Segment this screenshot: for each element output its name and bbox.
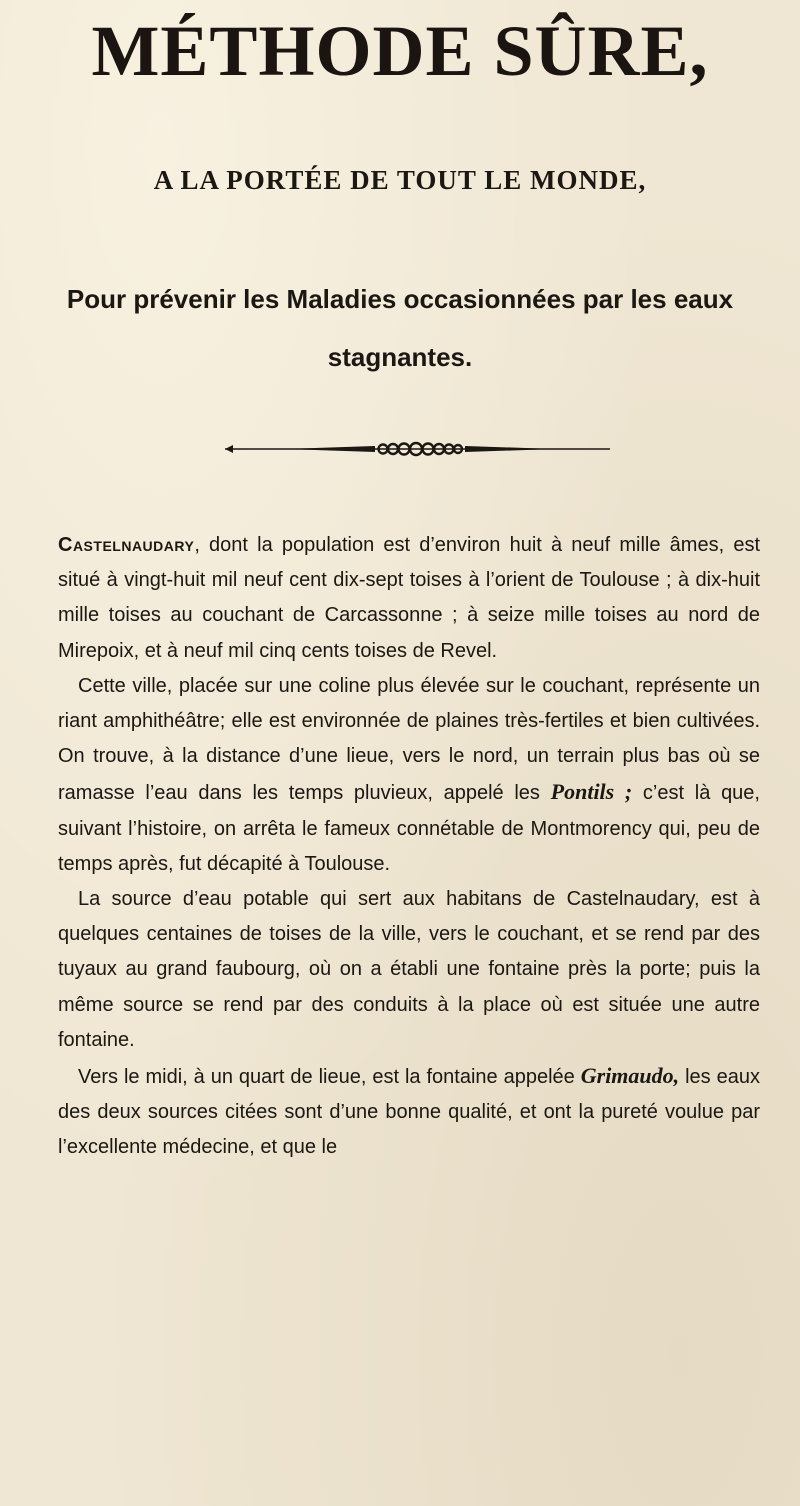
page-subtitle: A LA PORTÉE DE TOUT LE MONDE, — [153, 165, 647, 195]
paragraph-1 — [58, 528, 760, 669]
paragraph-4 — [58, 1058, 760, 1166]
page-title: MÉTHODE SÛRE, — [91, 11, 709, 91]
paragraph-3-text: La source d’eau potable qui sert aux habitans de Castelnaudary, est à quelques centaines de toises de la ville, vers le couchant, et se rend par des tuyaux au grand faubourg, où on a établi une fontaine près la porte; puis la même source se rend par des conduits à la place où est située une autre fontaine. — [58, 888, 760, 1051]
purpose-heading — [0, 270, 800, 386]
body-text — [58, 528, 760, 1166]
paragraph-2-italic: Pontils ; — [550, 779, 633, 805]
purpose-line-1: Pour prévenir les Maladies occasionnées par les eaux — [66, 284, 734, 314]
paragraph-4-text-b: les eaux des deux sources citées sont d’une bonne qualité, et ont la pureté voulue par l’excellente médecine, et que le — [58, 1066, 760, 1159]
paragraph-2-text-a: Cette ville, placée sur une coline plus élevée sur le couchant, représente un riant amphithéâtre; elle est environnée de plaines très-fertiles et bien cultivées. On trouve, à la distance d’une lieue, vers le nord, un terrain plus bas où se ramasse l’eau dans les temps pluvieux, appelé les — [58, 674, 760, 805]
purpose-line-2: stagnantes. — [327, 342, 473, 372]
ornament-divider — [225, 440, 610, 458]
paragraph-2-text-b: c’est là que, suivant l’histoire, on arrêta le fameux connétable de Montmorency qui, peu de temps après, fut décapité à Toulouse. — [58, 782, 760, 875]
paragraph-2 — [58, 669, 760, 882]
paragraph-4-text-a: Vers le midi, à un quart de lieue, est la fontaine appelée — [78, 1066, 581, 1089]
paragraph-1-text: , dont la population est d’environ huit à neuf mille âmes, est situé à vingt-huit mil neuf cent dix-sept toises à l’orient de Toulouse ; à dix-huit mille toises au couchant de Carcassonne ; à seize mille toises au nord de Mirepoix, et à neuf mil cinq cents toises de Revel. — [58, 534, 760, 662]
place-name: Castelnaudary — [58, 534, 195, 556]
paragraph-3 — [58, 882, 760, 1058]
paragraph-4-italic: Grimaudo, — [580, 1063, 680, 1089]
